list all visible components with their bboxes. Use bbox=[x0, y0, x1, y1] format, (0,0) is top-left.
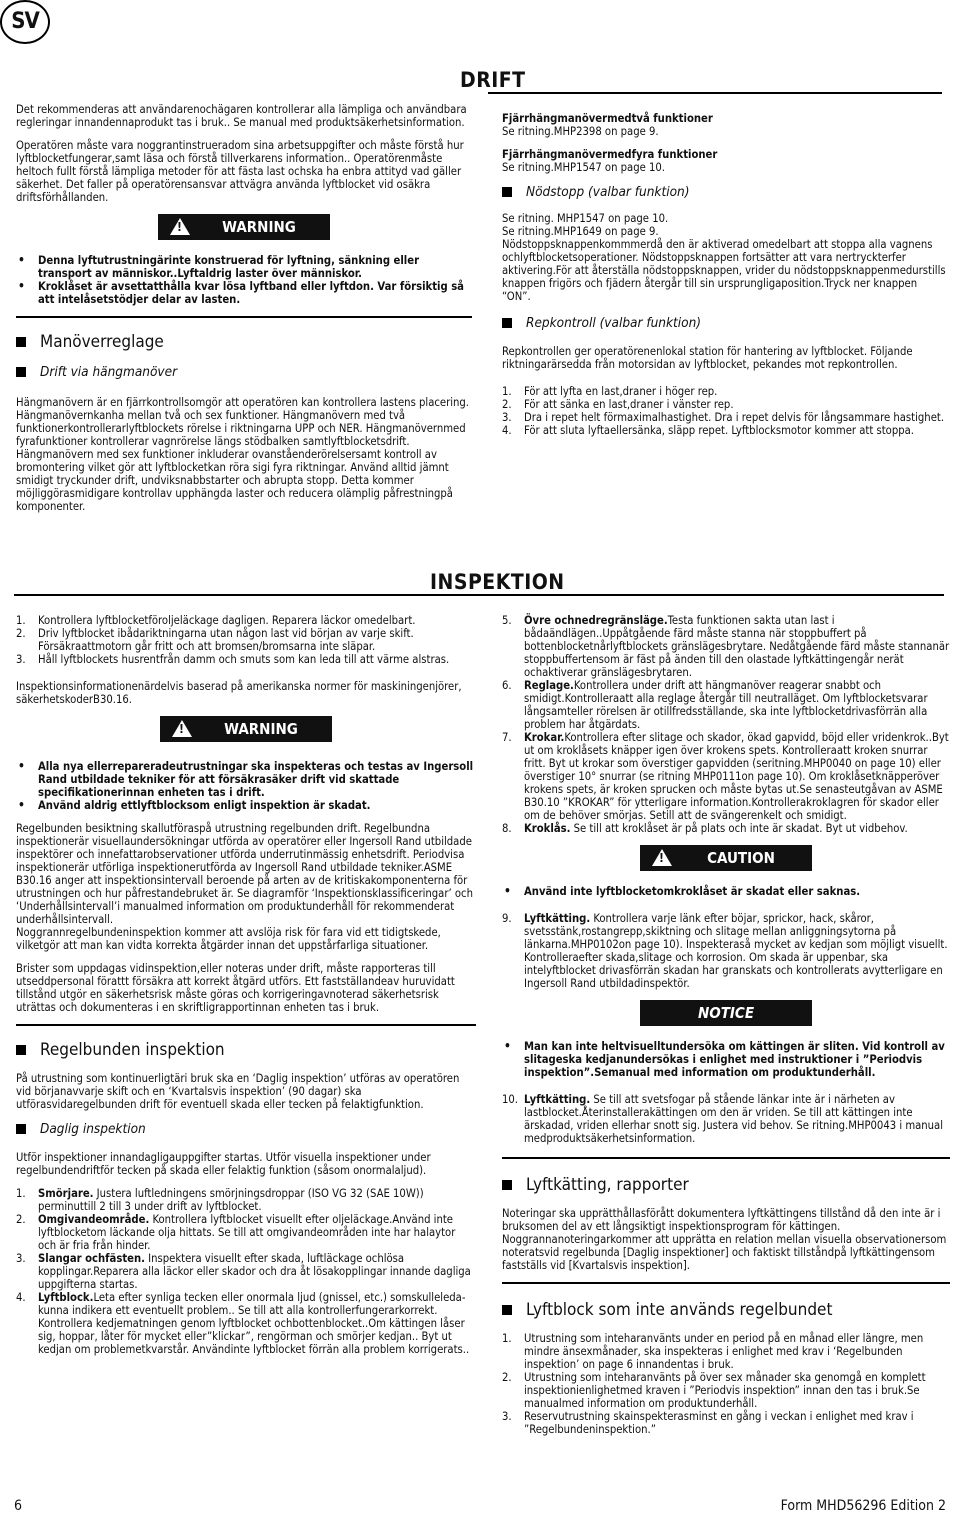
list-item: 1. Utrustning som inteharanvänts under en period på en månad eller längre, men mindre änsexmånader, ska inspekteras i enlighet med krav i ‘Regelbunden inspektion’ on page 6 innandentas i bruk. bbox=[502, 1332, 924, 1371]
two-function-ref: Se ritning.MHP2398 on page 9. bbox=[502, 125, 659, 138]
drift-left-column bbox=[16, 103, 472, 523]
drift-rule bbox=[488, 92, 942, 94]
list-item: 10. Lyftkätting. Se till att svetsfogar på stående länkar inte är i närheten av lastblocket.Återinstallerakättingen om den är vriden. Se till att kättingen inte ärskadad, vriden ellerhar snott sig. Justera vid behov. Se ritning.MHP0043 i manual medproduktsäkerhetsinformation. bbox=[502, 1093, 944, 1145]
list-item: 3. Håll lyftblockets husrentfrån damm och smuts som kan leda till att värme alstras. bbox=[16, 653, 450, 666]
heading-regelbunden: Regelbunden inspektion bbox=[16, 1040, 476, 1060]
pendant-paragraph: Hängmanövern är en fjärrkontrollsomgör att operatören kan kontrollera lastens placering. Hängmanövernkanha mellan två och sex funktioner. Hängmanövern med två funktionerkontrollerarlyftblockets rörelse i riktningarna UPP och NER. Hängmanövernmed fyrafunktioner kontrollerar vagnrörelse längs stödbalken samtlyftblocketsdrift. Hängmanövern med sex funktioner inkluderar ovanståenderörelsersamt kontroll av bromontering vilket gör att lyftblocketkan röra sigi fyra riktningar. Använd alltid jämnt smidigt tryckunder drift, undviksnabbstarter och abrupta stopp. Detta kommer möjliggörasmidigare kontrollav upphängda laster och reducera olämplig påfrestningpå komponenter. bbox=[16, 396, 469, 513]
list-item: 1. Kontrollera lyftblocketföroljeläckage dagligen. Reparera läckor omedelbart. bbox=[16, 614, 416, 627]
list-item: 3. Slangar ochfästen. Inspektera visuellt efter skada, luftläckage ochlösa kopplingar.Reparera alla läckor eller skador och dra åt lösakopplingar innande dagliga uppgifterna startas. bbox=[16, 1252, 471, 1291]
bullet-square-icon bbox=[16, 1124, 26, 1134]
bullet-square-icon bbox=[16, 337, 26, 347]
inspektion-left-column bbox=[16, 614, 476, 1366]
warning-label: WARNING bbox=[224, 720, 298, 738]
language-badge: SV bbox=[0, 0, 50, 44]
bullet-square-icon bbox=[16, 367, 26, 377]
list-item: • Man kan inte heltvisuelltundersöka om kättingen är sliten. Vid kontroll av slitageska kedjanundersökas i enlighet med instruktioner i ”Periodvis inspektion”.Semanual med information om produktunderhåll. bbox=[502, 1040, 950, 1079]
heading-nodstopp: Nödstopp (valbar funktion) bbox=[502, 184, 947, 200]
list-item: • Använd aldrig ettlyftblocksom enligt inspektion är skadat. bbox=[16, 799, 476, 812]
regular-paragraph-2: Noggrannregelbundeninspektion kommer att avslöja risk för fara vid ett tidigtskede, vilketgör att man kan vidta korrekta åtgärder innan det uppstårfarliga situationer. bbox=[16, 926, 441, 952]
list-item: 2. För att sänka en last,draner i vänster rep. bbox=[502, 398, 734, 411]
intro-paragraph: Det rekommenderas att användarenochägaren kontrollerar alla lämpliga och användbara regleringar innandennaprodukt tas i bruk.. Se manual med produktsäkerhetsinformation. bbox=[16, 103, 467, 129]
section-title-inspektion: INSPEKTION bbox=[430, 570, 565, 594]
inspection-list-b bbox=[502, 912, 950, 990]
heading-manoverreglage: Manöverreglage bbox=[16, 332, 472, 352]
warning-label: WARNING bbox=[222, 218, 296, 236]
unused-list bbox=[502, 1332, 950, 1436]
list-item: 3. Reservutrustning skainspekterasminst en gång i veckan i enlighet med krav i ”Regelbundeninspektion.” bbox=[502, 1410, 914, 1436]
notice-banner bbox=[640, 1000, 812, 1026]
basic-check-list bbox=[16, 614, 476, 666]
info-paragraph: Inspektionsinformationenärdelvis baserad på amerikanska normer för maskiningenjörer, säkerhetskoderB30.16. bbox=[16, 680, 462, 706]
bullet-square-icon bbox=[502, 318, 512, 328]
warning-icon bbox=[172, 720, 192, 737]
divider bbox=[502, 1157, 950, 1159]
list-item: 8. Kroklås. Se till att kroklåset är på plats och inte är skadat. Byt ut vidbehov. bbox=[502, 822, 908, 835]
daily-paragraph: Utför inspektioner innandagligauppgifter startas. Utför visuella inspektioner under regelbundendriftför tecken på skada eller felaktig funktion (såsom onormalaljud). bbox=[16, 1151, 431, 1177]
nodstopp-text: Nödstoppsknappenkommmerdå den är aktiverad omedelbart att stoppa alla vagnens ochlyftblocketsoperationer. Nödstoppsknappen fortsätter att vara nertryckterfer aktivering.För att återställa nödstoppsknappen, vrider du nödstoppsknappenmedurstills knappen frigörs och fjädern återgår till sin ursprungligaposition.Tryck ner knappen “ON”. bbox=[502, 238, 946, 303]
section-title-drift: DRIFT bbox=[460, 68, 526, 92]
heading-rapporter: Lyftkätting, rapporter bbox=[502, 1175, 950, 1195]
operator-paragraph: Operatören måste vara noggrantinstrueradom sina arbetsuppgifter och måste förstå hur lyftblocketfungerar,samt läsa och förstå tillverkarens information.. Operatörenmåste heltoch fullt förstå lämpliga metoder för att fästa last ochska ha enbra attityd vad gäller säkerhet. Det faller på operatörensansvar attvägra använda lyftblocket vid osäkra driftsförhållanden. bbox=[16, 139, 464, 204]
drift-right-column bbox=[502, 112, 947, 447]
list-item: 5. Övre ochnedregränsläge.Testa funktionen sakta utan last i bådaändlägen..Uppåtgående färd måste stanna när stoppbuffert på bottenblocketnårlyftblockets gränslägesbrytare. Nedåtgående färd måste stannanär stoppbuffertensom är fäst på änden till den olastade lyftkättingengår nerät ochaktiverar gränslägesbrytaren. bbox=[502, 614, 950, 679]
warning-icon bbox=[170, 218, 190, 235]
divider bbox=[16, 316, 472, 318]
list-item: 9. Lyftkätting. Kontrollera varje länk efter böjar, sprickor, hack, skåror, svetsstänk,rostangrepp,skiktning och slitage mellan anliggningsytorna på länkarna.MHP0102on page 10). Inspekteraså mycket av kedjan som möjligt visuellt. Kontrolleraefter skada,slitage och korrosion. Om skada är uppenbar, ska intelyftblocket drivasförrän skadan har granskats och kontrollerats avytterligare en Ingersoll Rand utbildadinspektör. bbox=[502, 912, 948, 990]
warning-banner bbox=[160, 716, 332, 742]
bullet-square-icon bbox=[16, 1045, 26, 1055]
daily-intro-paragraph: På utrustning som kontinuerligtäri bruk ska en ‘Daglig inspektion’ utföras av operatören vid börjanavvarje skift och en ‘Kvartalsvis inspektion’ (90 dagar) ska utförasvidaregelbunden drift för eventuell skada eller tecken på felaktigfunktion. bbox=[16, 1072, 460, 1111]
daily-list bbox=[16, 1187, 476, 1356]
form-edition: Form MHD56296 Edition 2 bbox=[780, 1498, 946, 1514]
reports-paragraph: Noteringar ska upprätthållasförått dokumentera lyftkättingens tillstånd då den inte är i bruksomen del av ett långsiktigt inspektionsprogram för kättingen. Noggrannanoteringarkommer att upprätta en relation mellan visuella observationersom noteratsvid regelbunda [Daglig inspektioner] och faktiskt tillståndpå lyftkättingensom fastställs vid [Kvartalsvis inspektion]. bbox=[502, 1207, 947, 1272]
regular-paragraph-1: Regelbunden besiktning skallutföraspå utrustning regelbunden drift. Regelbundna inspektionerär visuellaundersökningar utförda av operatörer eller Ingersoll Rand utbildade inspektörer och innefattarobservationer utförda underrutinmässig enhetsdrift. Periodvisa inspektionerär utförliga inspektionerutförda av Ingersoll Rand utbildade tekniker.ASME B30.16 anger att inspektionsintervall beroende på arten av de kritiskakomponenterna för utrustningen och hur påfrestandebruket är. Se diagramför ‘Inspektionsklassificeringar’ och ‘Underhållsintervall’i manualmed information om produktunderhåll för rekommenderat underhållsintervall. bbox=[16, 822, 473, 926]
list-item: 4. För att sluta lyftaellersänka, släpp repet. Lyftblocksmotor kommer att stoppa. bbox=[502, 424, 914, 437]
divider bbox=[502, 1282, 950, 1284]
inspection-list-a bbox=[502, 614, 950, 835]
nodstopp-ref-2: Se ritning.MHP1649 on page 9. bbox=[502, 225, 659, 238]
list-item: 2. Utrustning som inteharanvänts på över sex månader ska genomgå en komplett inspektionienlighetmed kraven i ”Periodvis inspektion” innan den tas i bruk.Se manualmed information om produktunderhåll. bbox=[502, 1371, 926, 1410]
inspektion-rule bbox=[14, 594, 944, 596]
divider bbox=[16, 1024, 476, 1026]
bullet-square-icon bbox=[502, 187, 512, 197]
defects-paragraph: Brister som uppdagas vidinspektion,eller noteras under drift, måste rapporteras till utseddpersonal förattt försäkra att korrekt åtgärd utförs. Ett fastställandeav huruvidatt tillstånd utgör en säkerhetsrisk måste göras och korrigeringavnoterad säkerhetsrisk uträttas och dokumenteras i en skriftligrapportinnan enheten tas i bruk. bbox=[16, 962, 455, 1014]
list-item: • Denna lyftutrustningärinte konstruerad för lyftning, sänkning eller transport av människor..Lyftaldrig laster över människor. bbox=[16, 254, 472, 280]
heading-ej-regelbundet: Lyftblock som inte används regelbundet bbox=[502, 1300, 950, 1320]
repkontroll-text: Repkontrollen ger operatörenenlokal station för hantering av lyftblocket. Följande riktningarärsedda från motorsidan av lyftblocket, pekandes mot repkontrollen. bbox=[502, 345, 913, 371]
bullet-square-icon bbox=[502, 1180, 512, 1190]
list-item: 3. Dra i repet helt förmaximalhastighet. Dra i repet delvis för långsammare hastighet. bbox=[502, 411, 945, 424]
heading-repkontroll: Repkontroll (valbar funktion) bbox=[502, 315, 947, 331]
list-item: 7. Krokar.Kontrollera efter slitage och skador, ökad gapvidd, böjd eller vridenkrok..Byt ut om kroklåsets knäpper igen över krokens spets. Kontrolleraatt kroken snurrar fritt. Byt ut krokar som överstiger gapvidden (seritning.MHP0040 on page 10) eller överstiger 10° snurrar (se ritning MHP0111on page 10). Om kroklåsetknäpperöver krokens spets, är kroken sprucken och måste bytas ut.Se senasteutgåvan av ASME B30.10 ”KROKAR” för ytterligare information.Kontrollerakroklagren för skador eller om de behöver smörjas. Setill att de svängerenkelt och smidigt. bbox=[502, 731, 949, 822]
inspektion-right-column bbox=[502, 614, 950, 1446]
list-item: • Alla nya ellerrepareradeutrustningar ska inspekteras och testas av Ingersoll Rand utbildade tekniker för att försäkrasäker drift vid skattade specifikationerinnan enheten tas i drift. bbox=[16, 760, 476, 799]
list-item: • Kroklåset är avsettatthålla kvar lösa lyftband eller lyftdon. Var försiktig så att intelåsetstödjer delar av lasten. bbox=[16, 280, 472, 306]
list-item: • Använd inte lyftblocketomkroklåset är skadat eller saknas. bbox=[502, 885, 950, 898]
bullet-square-icon bbox=[502, 1305, 512, 1315]
list-item: 2. Driv lyftblocket ibådariktningarna utan någon last vid början av varje skift. Försäkraattmotorn går fritt och att bromsen/bromsarna inte släpar. bbox=[16, 627, 414, 653]
list-item: 1. Smörjare. Justera luftledningens smörjningsdroppar (ISO VG 32 (SAE 10W)) perminuttill 2 till 3 under drift av lyftblocket. bbox=[16, 1187, 424, 1213]
warning-banner bbox=[158, 214, 330, 240]
inspection-list-c bbox=[502, 1093, 950, 1145]
list-item: 2. Omgivandeområde. Kontrollera lyftblocket visuellt efter oljeläckage.Använd inte lyftblocketom läckande olja hittats. Se till att omgivandeområden inte har halaytor och är fria från hinder. bbox=[16, 1213, 456, 1252]
list-item: 1. För att lyfta en last,draner i höger rep. bbox=[502, 385, 718, 398]
notice-label: NOTICE bbox=[697, 1004, 755, 1022]
page-number: 6 bbox=[14, 1498, 23, 1514]
four-function-ref: Se ritning.MHP1547 on page 10. bbox=[502, 161, 666, 174]
list-item: 6. Reglage.Kontrollera under drift att hängmanöver reagerar snabbt och smidigt.Kontrolleraatt alla reglage återgår till neutralläget. Om lyftblocketsvarar långsamteller rörelsen är otillfredsställande, ska inte lyftblocketdrivasförrän alla problem har åtgärdats. bbox=[502, 679, 928, 731]
notice-list bbox=[502, 1040, 950, 1079]
two-function-title: Fjärrhängmanövermedtvå funktioner bbox=[502, 112, 713, 125]
four-function-title: Fjärrhängmanövermedfyra funktioner bbox=[502, 148, 718, 161]
warning-list bbox=[16, 760, 476, 812]
caution-label: CAUTION bbox=[707, 849, 775, 867]
list-item: 4. Lyftblock.Leta efter synliga tecken eller onormala ljud (gnissel, etc.) somskulleledakunna indikera ett eventuellt problem.. Se till att alla kontrollerfungerarkorrekt. Kontrollera kedjematningen genom lyftblocket ochbottenblocket..Om kättingen låser sig, hoppar, låter för mycket eller”klickar”, rengörman och smörjer kedjan.. Byt ut kedjan om problemetkvarstår. Användinte lyftblocket förrän alla problem korrigerats.. bbox=[16, 1291, 470, 1356]
caution-banner bbox=[640, 845, 812, 871]
repkontroll-list bbox=[502, 385, 947, 437]
caution-icon bbox=[652, 849, 672, 866]
caution-list bbox=[502, 885, 950, 898]
heading-daglig: Daglig inspektion bbox=[16, 1121, 476, 1137]
nodstopp-ref-1: Se ritning. MHP1547 on page 10. bbox=[502, 212, 669, 225]
warning-list bbox=[16, 254, 472, 306]
heading-drift-via: Drift via hängmanöver bbox=[16, 364, 472, 380]
